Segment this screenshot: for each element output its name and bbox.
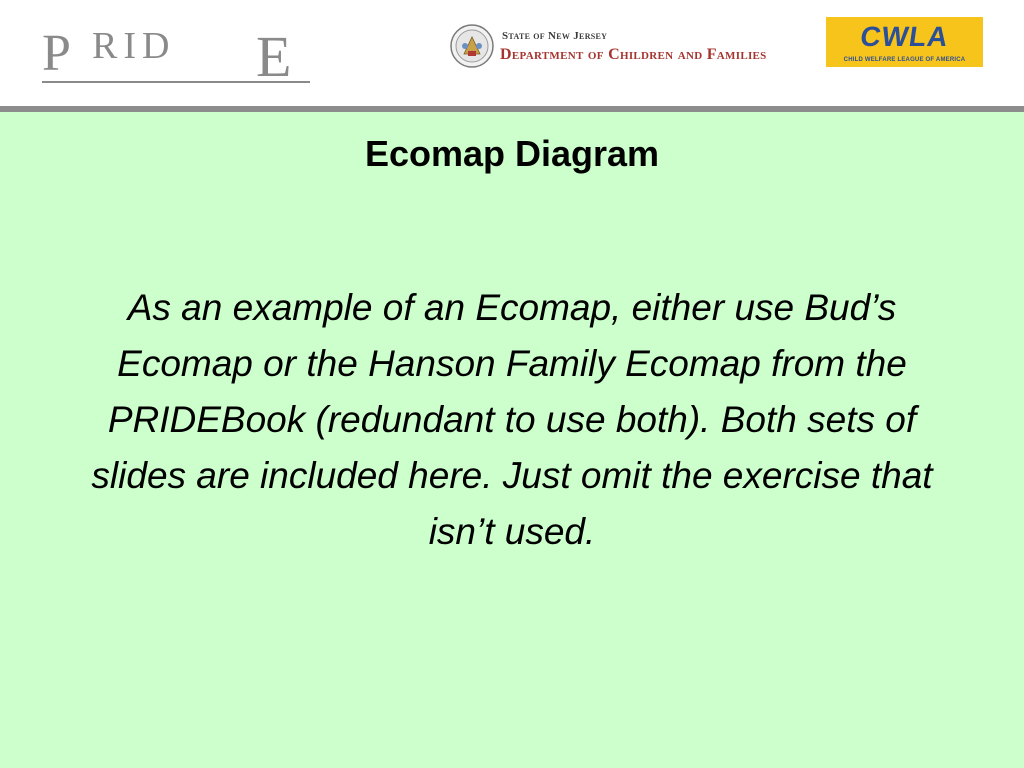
svg-text:RID: RID [92, 25, 176, 67]
state-name-label: State of New Jersey [502, 30, 608, 42]
slide-header [0, 0, 1024, 106]
cwla-logo-subtext: CHILD WELFARE LEAGUE OF AMERICA [843, 57, 966, 63]
state-seal-icon [450, 24, 494, 68]
department-name-label: Department of Children and Families [500, 46, 767, 63]
cwla-logo-text: CWLA [858, 21, 951, 52]
slide-title: Ecomap Diagram [364, 133, 660, 174]
svg-text:E: E [256, 24, 292, 86]
pride-logo-graphic [42, 18, 314, 86]
cwla-logo [826, 17, 983, 67]
slide-body-text: As an example of an Ecomap, either use Bud’s Ecomap or the Hanson Family Ecomap from the PRIDEBook (redundant to use both). Both sets of slides are included here. Just omit the exercise that isn’t used. [91, 287, 933, 552]
svg-text:P: P [42, 25, 73, 82]
pride-logo [42, 18, 314, 86]
state-department-logo [450, 22, 820, 74]
